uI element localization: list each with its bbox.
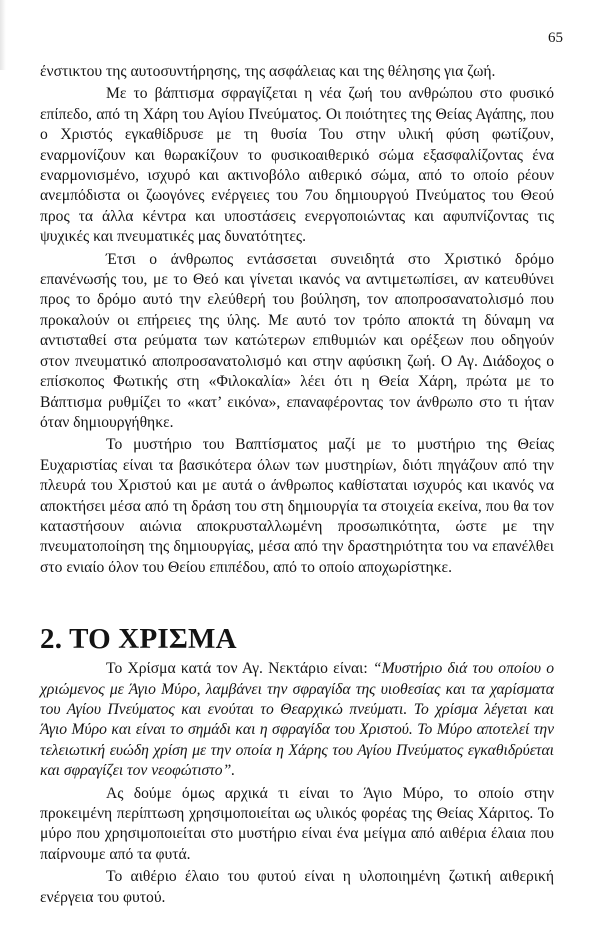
paragraph-baptism-seal: Με το βάπτισμα σφραγίζεται η νέα ζωή του ανθρώπου στο φυσικό επίπεδο, από τη Χάρη του Αγίου Πνεύματος. Οι ποιότητες της Θείας Αγάπης, που ο Χριστός εγκαθίδρυσε με τη θυσία Του στην υλική φύση φωτίζουν, εναρμονίζουν και θωρακίζουν το φυσικοαιθερικό σώμα εξασφαλίζοντας ένα εναρμονισμένο, ισχυρό και ακτινοβόλο αιθερικό σώμα, από το οποίο ρέουν ανεμπόδιστα οι ζωογόνες ενέργειες του 7ου δημιουργού Πνεύματος του Θεού προς τα άλλα κέντρα και υποστάσεις ενεργοποιώντας και αφυπνίζοντας τις ψυχικές και πνευματικές μας δυνατότητες.: [40, 85, 554, 246]
scan-edge-shading: [0, 0, 6, 70]
paragraph-baptism-eucharist: Το μυστήριο του Βαπτίσματος μαζί με το μυστήριο της Θείας Ευχαριστίας είναι τα βασικότερα όλων των μυστηρίων, διότι πηγάζουν από την πλευρά του Χριστού και με αυτά ο άνθρωπος καθίσταται ισχυρός και ικανός να αποκτήσει μέσα από τη δράση του στη δημιουργία τα στοιχεία εκείνα, που θα τον καταστήσουν αιώνια αποκρυσταλλωμένη προσωπικότητα, ώστε με την πνευματοποίηση της δημιουργίας, μέσα από την δραστηριότητα του να επανέλθει στο ενιαίο όλον του Θείου επιπέδου, από το οποίο αποχωρίστηκε.: [40, 436, 554, 576]
paragraph-holy-myrrh: Ας δούμε όμως αρχικά τι είναι το Άγιο Μύρο, το οποίο στην προκειμένη περίπτωση χρησιμοποιείται ως υλικός φορέας της Θείας Χάριτος. Το μύρο που χρησιμοποιείται στο μυστήριο είναι ένα μείγμα από αιθέρια έλαια που παίρνουμε από τα φυτά.: [40, 784, 554, 863]
quote-text: “Μυστήριο διά του οποίου ο χριώμενος με Άγιο Μύρο, λαμβάνει την σφραγίδα της υιοθεσίας και τα χαρίσματα του Αγίου Πνεύματος και ενούται το Θεαρχικώ πνεύματι. Το χρίσμα λέγεται και Άγιο Μύρο και είναι το σημάδι και η σφραγίδα του Χριστού. Το Μύρο αποτελεί την τελειωτική ευώδη χρίση με την οποία η Χάρης του Αγίου Πνεύματος εγκαθιδρύεται και σφραγίζει τον νεοφώτιστο”.: [40, 660, 555, 780]
paragraph-chrism-definition: [40, 659, 554, 781]
quote-lead: Το Χρίσμα κατά τον Αγ. Νεκτάριο είναι:: [106, 660, 373, 678]
page-number: 65: [548, 30, 563, 46]
paragraph-continuation: ένστικτου της αυτοσυντήρησης, της ασφάλειας και της θέλησης για ζωή.: [40, 63, 496, 80]
section-heading: 2. ΤΟ ΧΡΙΣΜΑ: [40, 623, 237, 656]
paragraph-christic-path: Έτσι ο άνθρωπος εντάσσεται συνειδητά στο Χριστικό δρόμο επανένωσής του, με το Θεό και γίνεται ικανός να αντιμετωπίσει, αν κατευθύνει προς το δρόμο αυτό την ελεύθερή του βούληση, τον αποπροσανατολισμό που προκαλούν οι επήρειες της ύλης. Με αυτό τον τρόπο αποκτά τη δύναμη να αντισταθεί στα ρεύματα των κατώτερων επιθυμιών και ορέξεων που οδηγούν στον πνευματικό αποπροσανατολισμό και στην αφύσικη ζωή. Ο Αγ. Διάδοχος ο επίσκοπος Φωτικής στη «Φιλοκαλία» λέει ότι η Θεία Χάρη, πρώτα με το Βάπτισμα ρυθμίζει το «κατ’ εικόνα», επαναφέροντας τον άνθρωπο στο τι ήταν όταν δημιουργήθηκε.: [40, 250, 554, 431]
page-body: [40, 62, 554, 908]
paragraph-essential-oil: Το αιθέριο έλαιο του φυτού είναι η υλοποιημένη ζωτική αιθερική ενέργεια του φυτού.: [40, 868, 554, 906]
